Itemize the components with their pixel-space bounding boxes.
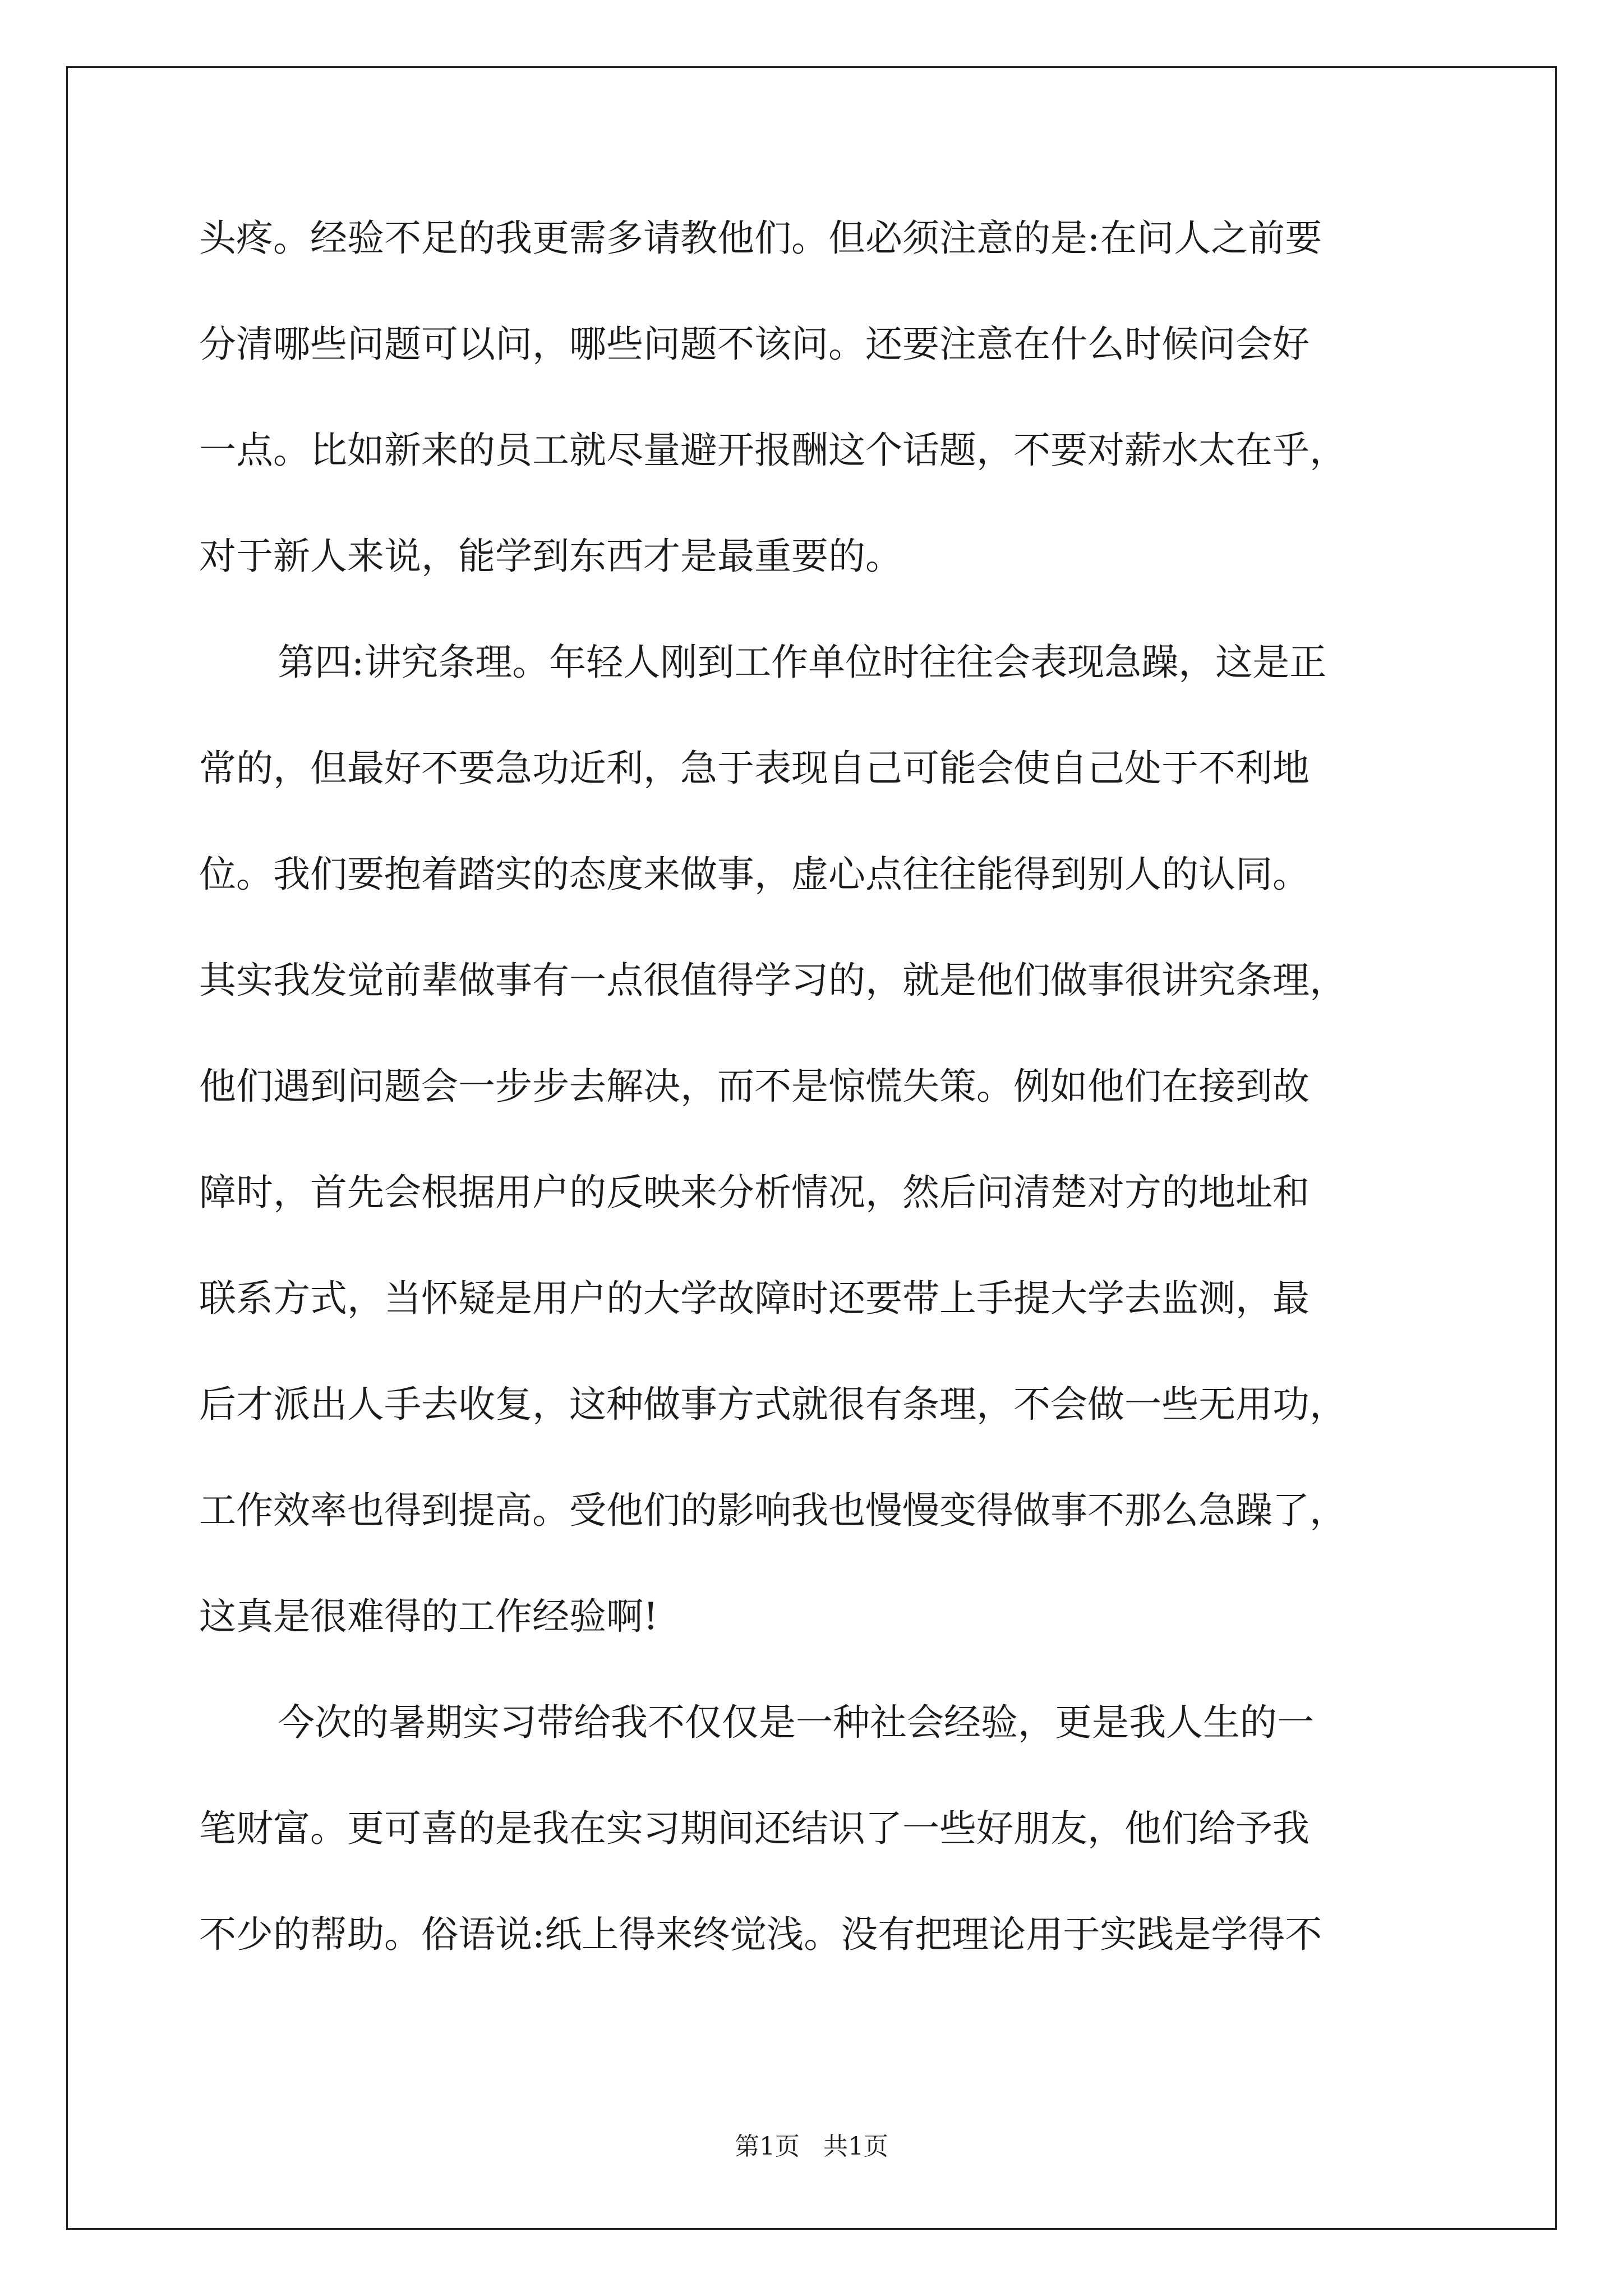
document-body: [199, 219, 1424, 2021]
text-line: 头疼。经验不足的我更需多请教他们。但必须注意的是:在问人之前要: [199, 219, 1322, 260]
text-line: 这真是很难得的工作经验啊!: [199, 1597, 658, 1638]
text-line: 分清哪些问题可以问，哪些问题不该问。还要注意在什么时候问会好: [199, 325, 1310, 366]
text-line: 常的，但最好不要急功近利，急于表现自己可能会使自己处于不利地: [199, 749, 1310, 790]
text-line: 对于新人来说，能学到东西才是最重要的。: [199, 537, 902, 578]
page-footer: 第1页 共1页: [735, 2132, 888, 2161]
text-line: 他们遇到问题会一步步去解决，而不是惊慌失策。例如他们在接到故: [199, 1067, 1310, 1108]
text-line: 其实我发觉前辈做事有一点很值得学习的，就是他们做事很讲究条理，: [199, 961, 1347, 1002]
text-line: 位。我们要抱着踏实的态度来做事，虚心点往往能得到别人的认同。: [199, 855, 1310, 896]
text-line: 不少的帮助。俗语说:纸上得来终觉浅。没有把理论用于实践是学得不: [199, 1915, 1322, 1956]
text-line: 后才派出人手去收复，这种做事方式就很有条理，不会做一些无用功，: [199, 1385, 1347, 1426]
text-line: 今次的暑期实习带给我不仅仅是一种社会经验，更是我人生的一: [278, 1703, 1314, 1744]
text-line: 第四:讲究条理。年轻人刚到工作单位时往往会表现急躁，这是正: [278, 643, 1327, 684]
text-line: 工作效率也得到提高。受他们的影响我也慢慢变得做事不那么急躁了，: [199, 1491, 1347, 1532]
text-line: 一点。比如新来的员工就尽量避开报酬这个话题，不要对薪水太在乎，: [199, 431, 1347, 472]
text-line: 障时，首先会根据用户的反映来分析情况，然后问清楚对方的地址和: [199, 1173, 1310, 1214]
text-line: 联系方式，当怀疑是用户的大学故障时还要带上手提大学去监测，最: [199, 1279, 1310, 1320]
text-line: 笔财富。更可喜的是我在实习期间还结识了一些好朋友，他们给予我: [199, 1809, 1310, 1850]
